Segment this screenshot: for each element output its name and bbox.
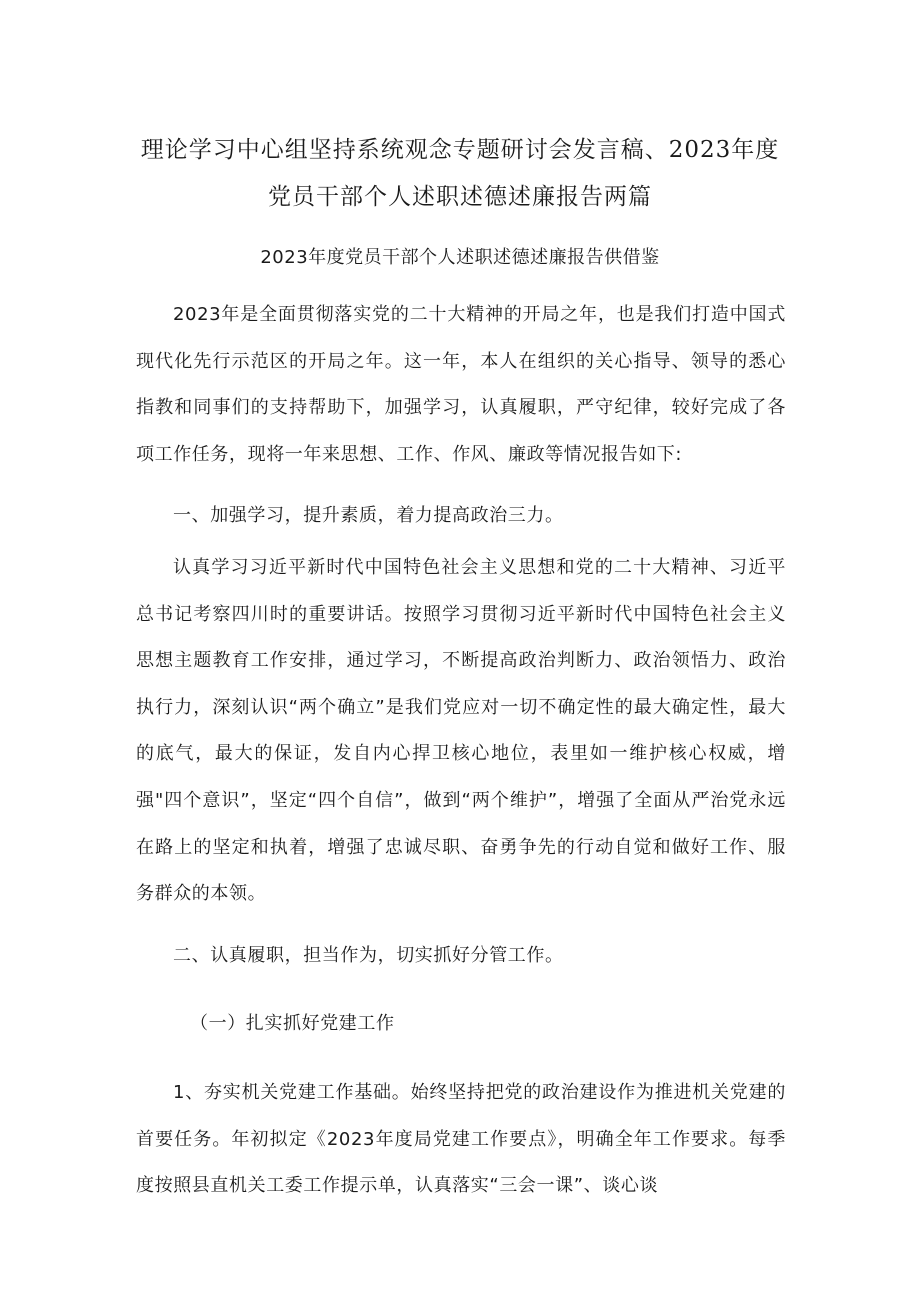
paragraph-party-building: 1、夯实机关党建工作基础。始终坚持把党的政治建设作为推进机关党建的首要任务。年初拟定《2023年度局党建工作要点》，明确全年工作要求。每季度按照县直机关工委工作提示单，认真落实“三会一课”、谈心谈	[136, 1082, 786, 1197]
section-heading-2: 二、认真履职，担当作为，切实抓好分管工作。	[173, 945, 564, 966]
section-heading-1: 一、加强学习，提升素质，着力提高政治三力。	[173, 505, 564, 526]
subsection-heading-1: （一）扎实抓好党建工作	[190, 1013, 395, 1034]
paragraph-intro: 2023年是全面贯彻落实党的二十大精神的开局之年，也是我们打造中国式现代化先行示范区的开局之年。这一年，本人在组织的关心指导、领导的悉心指教和同事们的支持帮助下，加强学习，认真履职，严守纪律，较好完成了各项工作任务，现将一年来思想、工作、作风、廉政等情况报告如下:	[136, 304, 786, 465]
document-subtitle: 2023年度党员干部个人述职述德述廉报告供借鉴	[260, 247, 660, 268]
paragraph-study: 认真学习习近平新时代中国特色社会主义思想和党的二十大精神、习近平总书记考察四川时的重要讲话。按照学习贯彻习近平新时代中国特色社会主义思想主题教育工作安排，通过学习，不断提高政治判断力、政治领悟力、政治执行力，深刻认识“两个确立”是我们党应对一切不确定性的最大确定性，最大的底气，最大的保证，发自内心捍卫核心地位，表里如一维护核心权威，增强"四个意识”，坚定“四个自信”，做到“两个维护”，增强了全面从严治党永远在路上的坚定和执着，增强了忠诚尽职、奋勇争先的行动自觉和做好工作、服务群众的本领。	[136, 557, 786, 905]
document-title-line-1: 理论学习中心组坚持系统观念专题研讨会发言稿、2023年度	[140, 137, 780, 163]
document-title-line-2: 党员干部个人述职述德述廉报告两篇	[268, 184, 652, 210]
